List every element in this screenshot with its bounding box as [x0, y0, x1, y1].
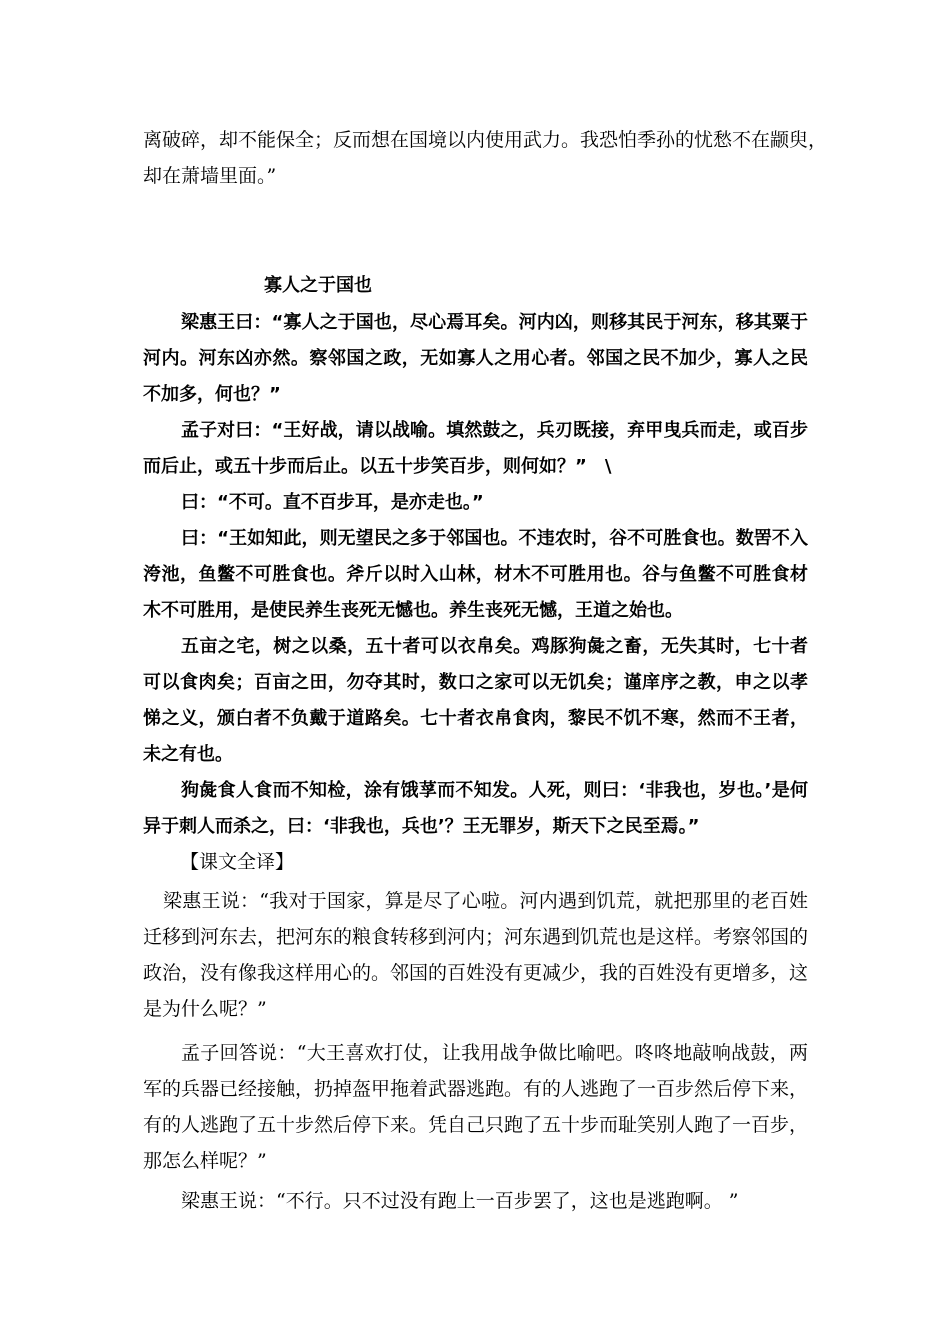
text-paragraph-1: 梁惠王曰：“寡人之于国也，尽心焉耳矣。河内凶，则移其民于河东，移其粟于河内。河东凶亦然。察邻国之政，无如寡人之用心者。邻国之民不加少，寡人之民不加多，何也？”: [143, 312, 808, 405]
text-paragraph-2: 孟子对曰：“王好战，请以战喻。填然鼓之，兵刃既接，弃甲曳兵而走，或百步而后止，或五十步而后止。以五十步笑百步，则何如？” \: [143, 420, 808, 477]
translation-label: 【课文全译】: [180, 851, 295, 873]
text-paragraph-6: 狗彘食人食而不知检，涂有饿莩而不知发。人死，则曰：‘非我也，岁也。’是何异于刺人而杀之，曰：‘非我也，兵也’？王无罪岁，斯天下之民至焉。”: [143, 780, 808, 837]
text-paragraph-4: 曰：“王如知此，则无望民之多于邻国也。不违农时，谷不可胜食也。数罟不入洿池，鱼鳖不可胜食也。斧斤以时入山林，材木不可胜用也。谷与鱼鳖不可胜食材木不可胜用，是使民养生丧死无憾也。养生丧死无憾，王道之始也。: [143, 528, 808, 621]
section-title: 寡人之于国也: [264, 275, 372, 296]
translation-paragraph-2: 孟子回答说：“大王喜欢打仗，让我用战争做比喻吧。咚咚地敲响战鼓，两军的兵器已经接触，扔掉盔甲拖着武器逃跑。有的人逃跑了一百步然后停下来，有的人逃跑了五十步然后停下来。凭自己只跑了五十步而耻笑别人跑了一百步，那怎么样呢？”: [143, 1042, 809, 1172]
translation-paragraph-3: 梁惠王说：“不行。只不过没有跑上一百步罢了，这也是逃跑啊。 ”: [181, 1190, 739, 1212]
text-paragraph-3: 曰：“不可。直不百步耳，是亦走也。”: [181, 492, 484, 513]
prev-section-line-2: 却在萧墙里面。”: [143, 165, 277, 187]
prev-section-line-1: 离破碎，却不能保全；反而想在国境以内使用武力。我恐怕季孙的忧愁不在颛臾，: [143, 129, 828, 151]
translation-paragraph-1: 梁惠王说：“我对于国家，算是尽了心啦。河内遇到饥荒，就把那里的老百姓迁移到河东去，把河东的粮食转移到河内；河东遇到饥荒也是这样。考察邻国的政治，没有像我这样用心的。邻国的百姓没有更减少，我的百姓没有更增多，这是为什么呢？”: [143, 890, 809, 1020]
text-paragraph-5: 五亩之宅，树之以桑，五十者可以衣帛矣。鸡豚狗彘之畜，无失其时，七十者可以食肉矣；百亩之田，勿夺其时，数口之家可以无饥矣；谨庠序之教，申之以孝悌之义，颁白者不负戴于道路矣。七十者衣帛食肉，黎民不饥不寒，然而不王者，未之有也。: [143, 636, 808, 765]
